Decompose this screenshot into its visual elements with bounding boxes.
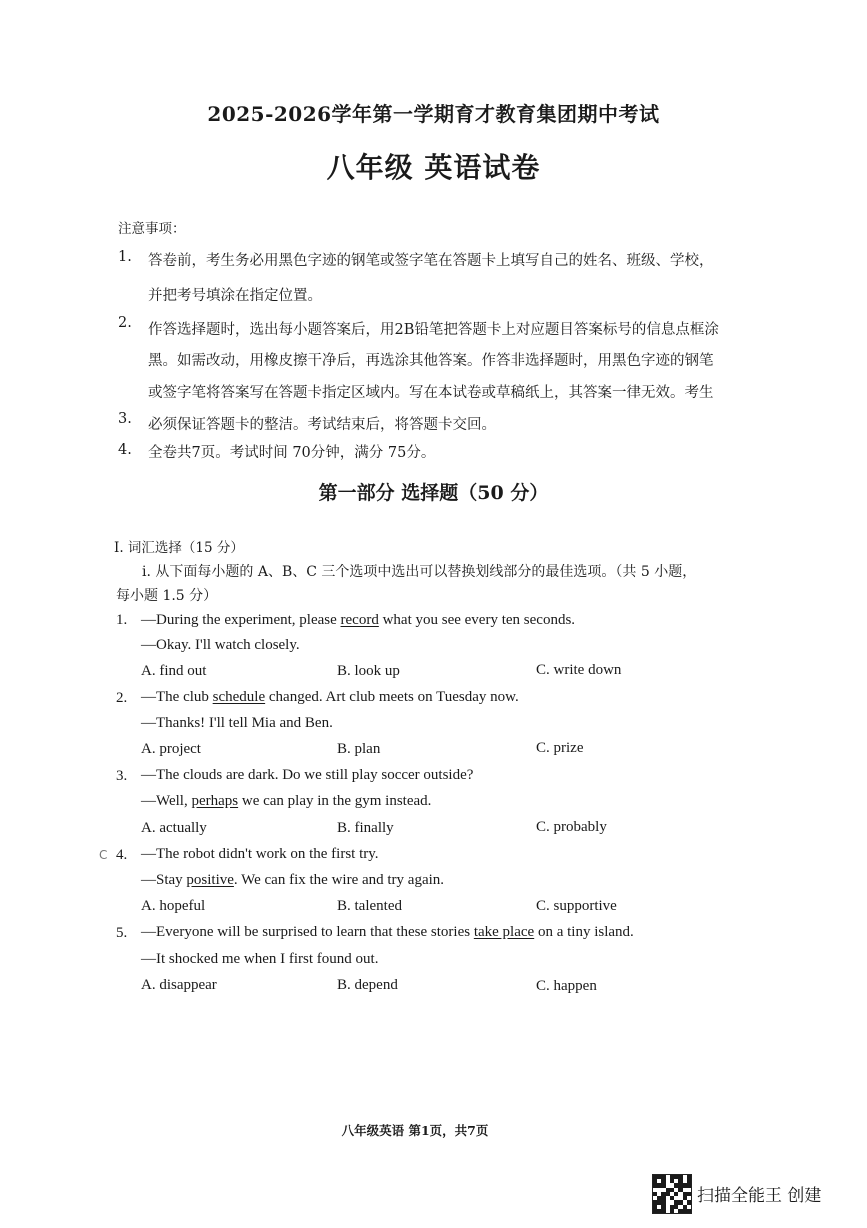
stray-margin-mark: C [99,848,108,862]
question-4-line-1: —The robot didn't work on the first try. [141,846,379,862]
part1-title: 第一部分 选择题（50 分） [318,482,549,504]
notice-num-2: 2. [118,315,132,331]
question-2-line-1: —The club schedule changed. Art club meets on Tuesday now. [141,689,519,705]
notice-2-line-1: 作答选择题时，选出每小题答案后，用2B铅笔把答题卡上对应题目答案标号的信息点框涂 [148,322,719,338]
underlined-word: perhaps [191,793,239,809]
notice-num-1: 1. [118,249,132,265]
underlined-word: record [340,612,379,628]
section-i-instruction-1: i. 从下面每小题的 A、B、C 三个选项中选出可以替换划线部分的最佳选项。（共 5 小题， [142,564,697,580]
question-1-line-2: —Okay. I'll watch closely. [141,637,300,653]
notice-2-line-3: 或签字笔将答案写在答题卡指定区域内。写在本试卷或草稿纸上，其答案一律无效。考生 [148,385,714,401]
question-3-option-b: B. finally [337,820,394,836]
question-4-option-b: B. talented [337,898,402,914]
question-4-option-c: C. supportive [536,898,617,914]
question-1-number: 1. [116,612,128,628]
question-5-number: 5. [116,925,128,941]
question-3-line-2: —Well, perhaps we can play in the gym instead. [141,793,432,809]
question-1-option-a: A. find out [141,663,207,679]
notice-1-line-1: 答卷前，考生务必用黑色字迹的钢笔或签字笔在答题卡上填写自己的姓名、班级、学校， [148,253,714,269]
page-footer: 八年级英语 第1页，共7页 [341,1123,489,1138]
notice-1-line-2: 并把考号填涂在指定位置。 [148,288,322,304]
question-1-line-1: —During the experiment, please record what you see every ten seconds. [141,612,576,628]
notice-2-line-4: 必须保证答题卡的整洁。考试结束后，将答题卡交回。 [148,417,496,433]
question-2-option-b: B. plan [337,741,381,757]
question-1-option-c: C. write down [536,662,622,678]
notice-num-3: 3. [118,411,132,427]
question-5-line-1: —Everyone will be surprised to learn that these stories take place on a tiny island. [141,924,634,940]
section-i-instruction-2: 每小题 1.5 分） [116,588,218,604]
question-4-number: 4. [116,847,128,863]
question-5-option-c: C. happen [536,978,597,994]
question-3-number: 3. [116,768,128,784]
question-2-option-a: A. project [141,741,201,757]
underlined-word: positive [186,872,234,888]
question-3-option-a: A. actually [141,820,207,836]
question-3-line-1: —The clouds are dark. Do we still play soccer outside? [141,767,474,783]
section-i-heading: I. 词汇选择（15 分） [114,540,244,556]
underlined-word: take place [473,924,535,940]
question-5-option-a: A. disappear [141,977,217,993]
question-5-option-b: B. depend [337,977,398,993]
qr-code-icon [652,1174,692,1214]
notice-2-line-2: 黑。如需改动，用橡皮擦干净后，再选涂其他答案。作答非选择题时，用黑色字迹的钢笔 [148,353,714,369]
notice-4-line-1: 全卷共7页。考试时间 70分钟，满分 75分。 [148,445,436,461]
question-2-line-2: —Thanks! I'll tell Mia and Ben. [141,715,333,731]
question-3-option-c: C. probably [536,819,607,835]
question-4-option-a: A. hopeful [141,898,206,914]
question-5-line-2: —It shocked me when I first found out. [141,951,379,967]
exam-subtitle: 八年级 英语试卷 [326,151,541,184]
underlined-word: schedule [212,689,266,705]
question-4-line-2: —Stay positive. We can fix the wire and try again. [141,872,445,888]
scanner-brand-label: 扫描全能王 创建 [697,1186,822,1206]
exam-title: 2025-2026学年第一学期育才教育集团期中考试 [207,102,660,126]
question-2-option-c: C. prize [536,740,584,756]
question-2-number: 2. [116,690,128,706]
notice-heading: 注意事项： [118,221,186,237]
notice-num-4: 4. [118,442,132,458]
question-1-option-b: B. look up [337,663,400,679]
